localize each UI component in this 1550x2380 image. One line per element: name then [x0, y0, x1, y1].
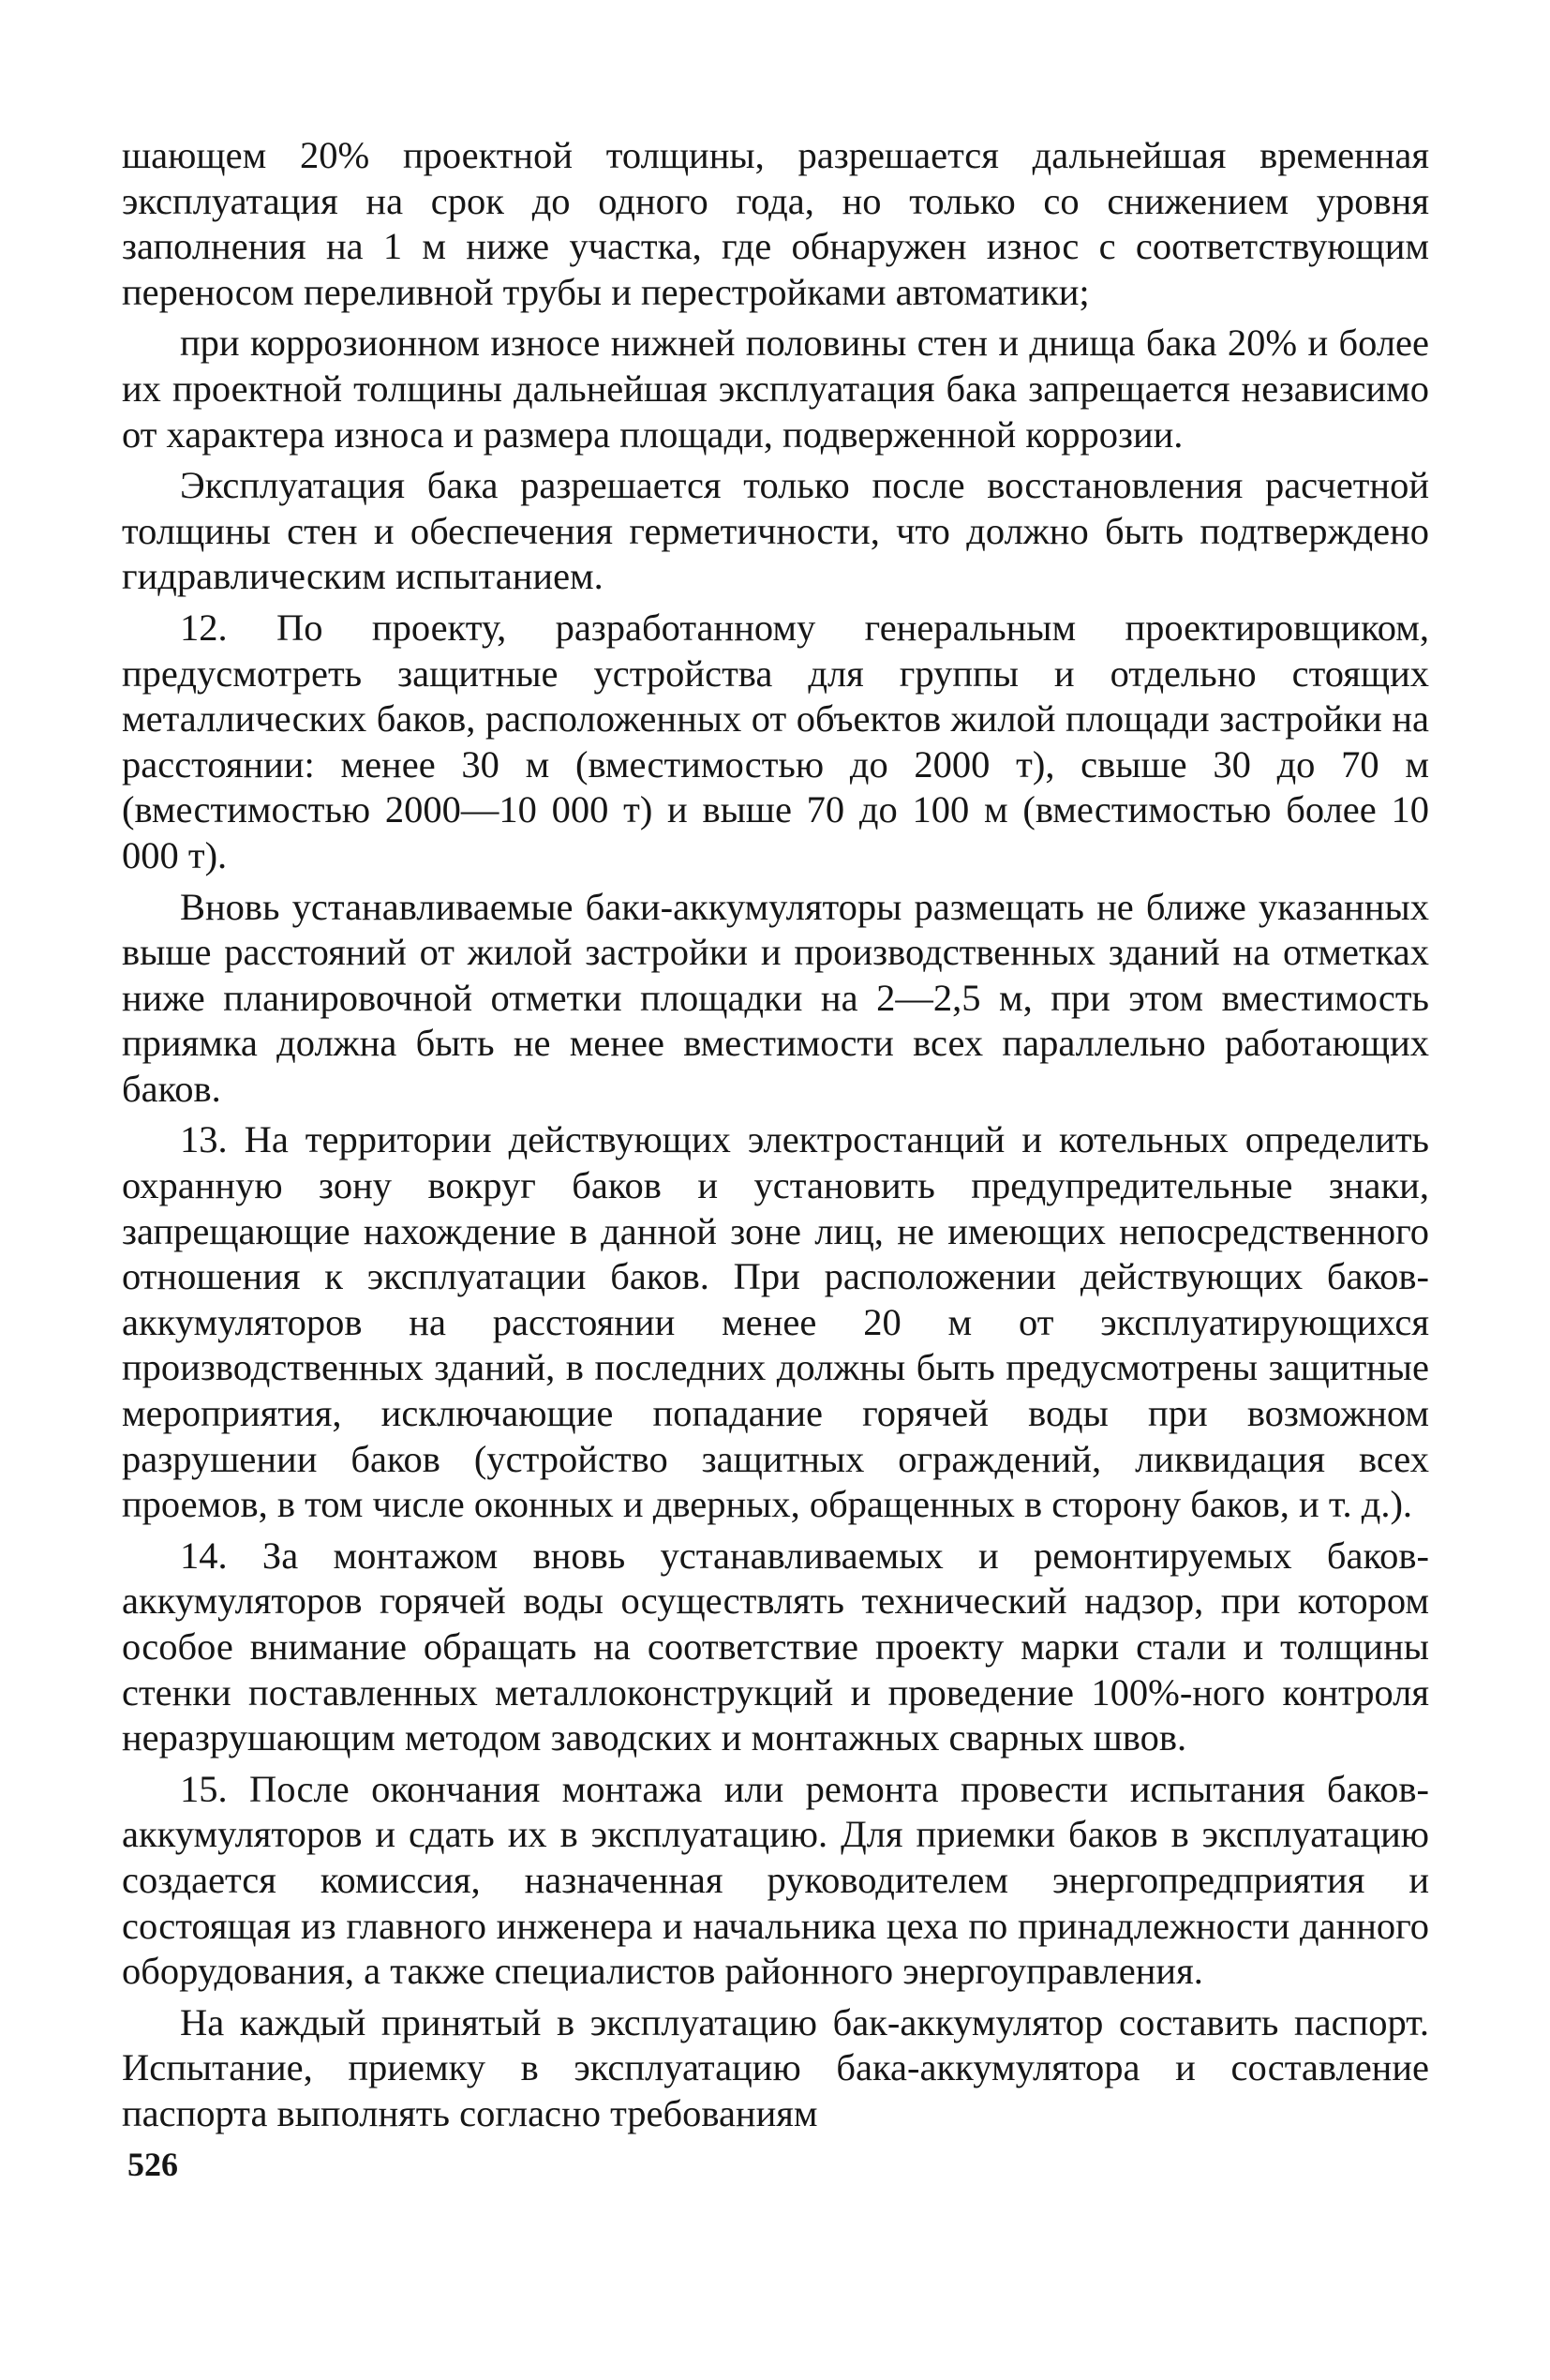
paragraph-passport: На каждый принятый в эксплуатацию бак-аккумулятор составить паспорт. Испытание, приемку в эксплуатацию бака-аккумулятора и составление паспорта выполнять согласно требованиям: [122, 2000, 1429, 2134]
paragraph-new-tanks: Вновь устанавливаемые баки-аккумуляторы размещать не ближе указанных выше расстояний от жилой застройки и производственных зданий на отметках ниже планировочной отметки площадки на 2—2,5 м, при этом вместимость приямка должна быть не менее вместимости всех параллельно работающих баков.: [122, 885, 1429, 1110]
page-number: 526: [127, 2146, 178, 2183]
paragraph-continuation: шающем 20% проектной толщины, разрешается дальнейшая временная эксплуатация на срок до одного года, но только со снижением уровня заполнения на 1 м ниже участка, где обнаружен износ с соответствующим переносом переливной трубы и перестройками автоматики;: [122, 134, 1429, 313]
paragraph-item-12: 12. По проекту, разработанному генеральным проектировщиком, предусмотреть защитные устройства для группы и отдельно стоящих металлических баков, расположенных от объектов жилой площади застройки на расстоянии: менее 30 м (вместимостью до 2000 т), свыше 30 до 70 м (вместимостью 2000—10 000 т) и выше 70 до 100 м (вместимостью более 10 000 т).: [122, 606, 1429, 876]
paragraph-item-13: 13. На территории действующих электростанций и котельных определить охранную зону вокруг баков и установить предупредительные знаки, запрещающие нахождение в данной зоне лиц, не имеющих непосредственного отношения к эксплуатации баков. При расположении действующих баков-аккумуляторов на расстоянии менее 20 м от эксплуатирующихся производственных зданий, в последних должны быть предусмотрены защитные мероприятия, исключающие попадание горячей воды при возможном разрушении баков (устройство защитных ограждений, ликвидация всех проемов, в том числе оконных и дверных, обращенных в сторону баков, и т. д.).: [122, 1118, 1429, 1526]
paragraph-item-15: 15. После окончания монтажа или ремонта провести испытания баков-аккумуляторов и сдать их в эксплуатацию. Для приемки баков в эксплуатацию создается комиссия, назначенная руководителем энергопредприятия и состоящая из главного инженера и начальника цеха по принадлежности данного оборудования, а также специалистов районного энергоуправления.: [122, 1767, 1429, 1993]
paragraph-operation-allowed: Эксплуатация бака разрешается только после восстановления расчетной толщины стен и обеспечения герметичности, что должно быть подтверждено гидравлическим испытанием.: [122, 464, 1429, 598]
paragraph-corrosion-lower: при коррозионном износе нижней половины стен и днища бака 20% и более их проектной толщины дальнейшая эксплуатация бака запрещается независимо от характера износа и размера площади, подверженной коррозии.: [122, 322, 1429, 456]
paragraph-item-14: 14. За монтажом вновь устанавливаемых и ремонтируемых баков-аккумуляторов горячей воды осуществлять технический надзор, при котором особое внимание обращать на соответствие проекту марки стали и толщины стенки поставленных металлоконструкций и проведение 100%-ного контроля неразрушающим методом заводских и монтажных сварных швов.: [122, 1534, 1429, 1759]
page-body: [122, 133, 1429, 2143]
